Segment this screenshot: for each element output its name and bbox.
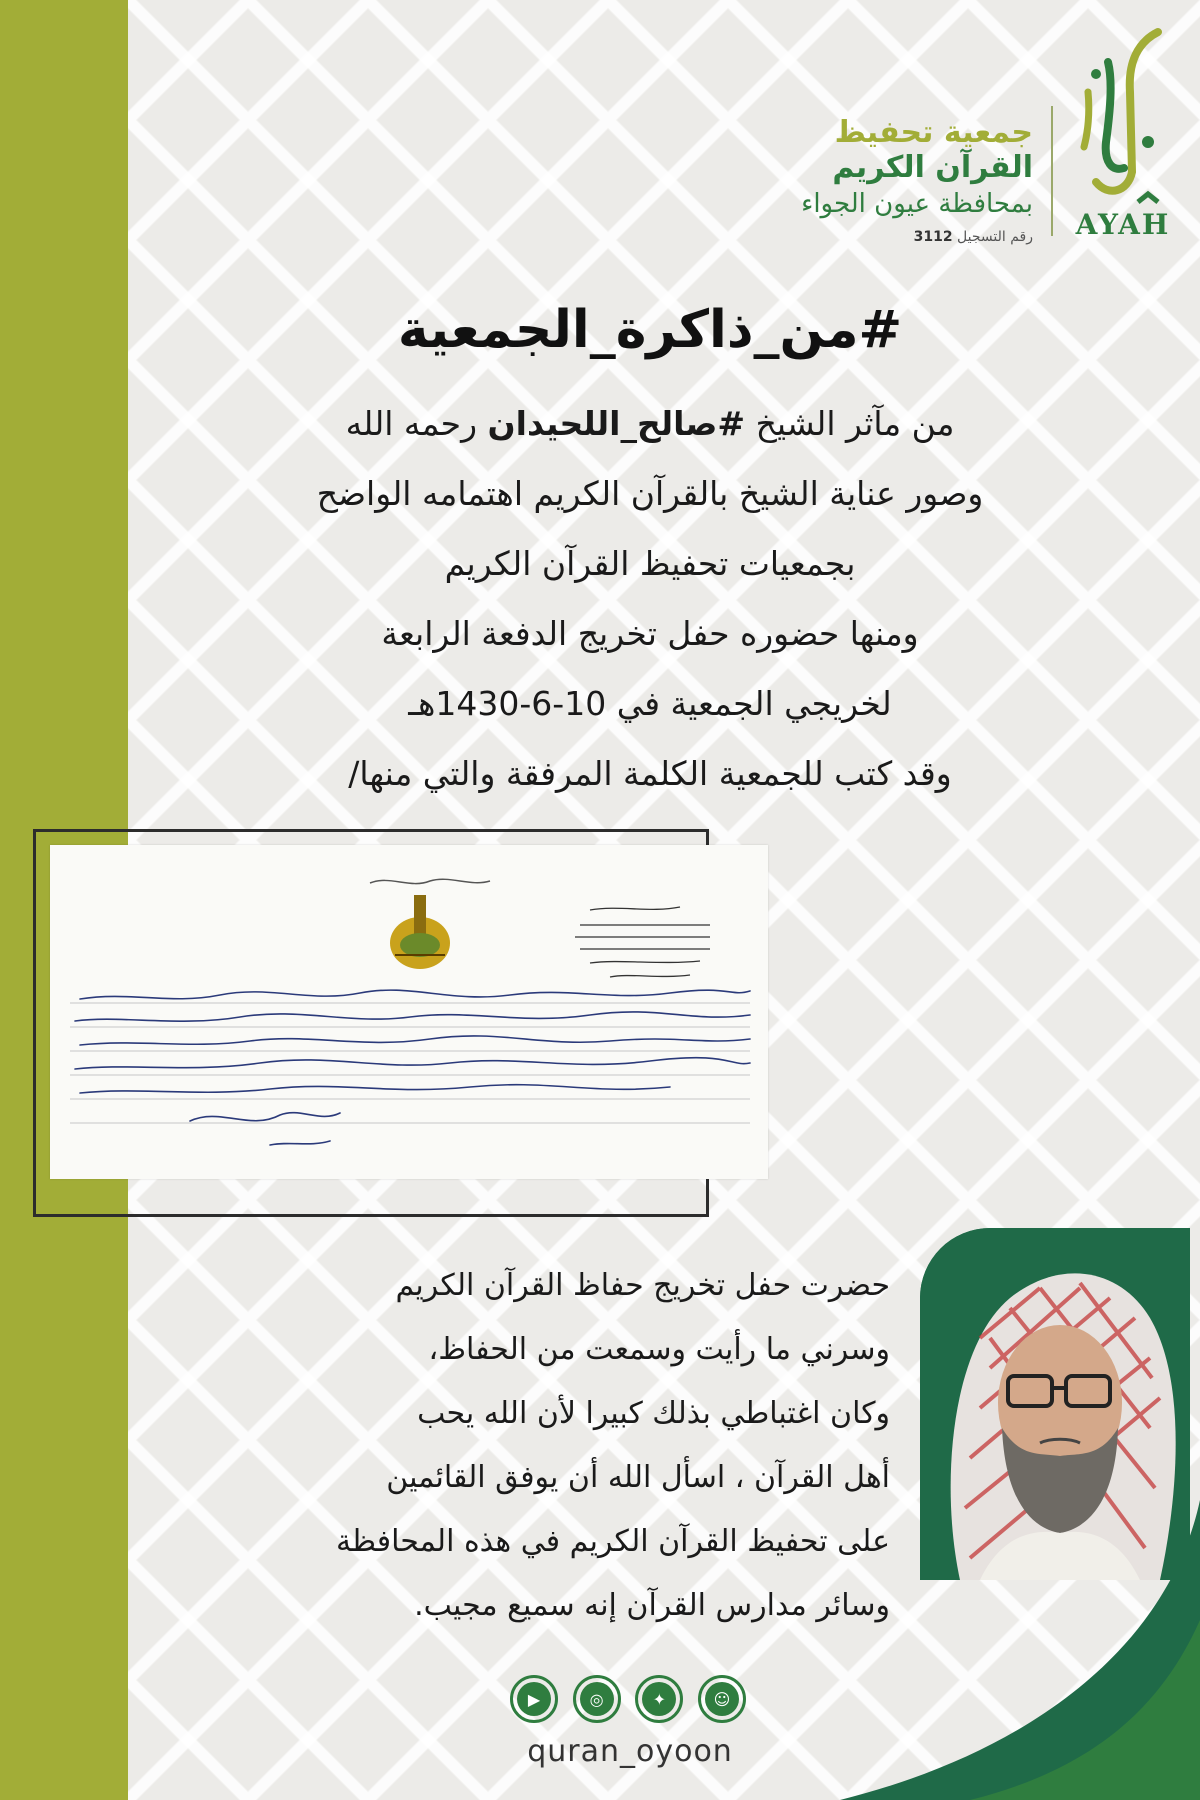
logo-divider	[1051, 106, 1053, 236]
intro-line-1	[150, 398, 1150, 468]
ayah-logo-mark	[1068, 22, 1178, 252]
page-title: #من_ذاكرة_الجمعية	[397, 300, 903, 360]
registration-label: رقم التسجيل	[957, 229, 1033, 245]
quote-line: وكان اغتباطي بذلك كبيرا لأن الله يحب	[417, 1396, 890, 1431]
instagram-icon[interactable]: ◎	[573, 1675, 621, 1723]
quote-line: وسرني ما رأيت وسمعت من الحفاظ،	[428, 1332, 890, 1367]
registration-number: 3112	[913, 229, 953, 245]
intro-line-2: وصور عناية الشيخ بالقرآن الكريم اهتمامه الواضح	[316, 474, 984, 513]
youtube-icon[interactable]: ▶	[510, 1675, 558, 1723]
intro-line-5: لخريجي الجمعية في 10-6-1430هـ	[408, 684, 892, 723]
sheikh-portrait	[920, 1228, 1190, 1580]
logo-text-block	[703, 116, 1033, 252]
ayah-calligraphy-icon	[1068, 22, 1178, 212]
quote-line: وسائر مدارس القرآن إنه سميع مجيب.	[414, 1588, 890, 1623]
intro-line-6: وقد كتب للجمعية الكلمة المرفقة والتي منها/	[348, 754, 952, 793]
social-links	[510, 1675, 746, 1727]
sheikh-name-hashtag: #صالح_اللحيدان	[487, 404, 746, 443]
letter-scan-drawing	[50, 845, 768, 1179]
quote-line: حضرت حفل تخريج حفاظ القرآن الكريم	[395, 1268, 890, 1303]
logo-line-quran: القرآن الكريم	[832, 150, 1033, 185]
intro-line-1-prefix: من مآثر الشيخ	[745, 404, 955, 443]
intro-line-3: بجمعيات تحفيظ القرآن الكريم	[444, 544, 856, 583]
sheikh-quote	[200, 1260, 890, 1644]
quote-line: أهل القرآن ، اسأل الله أن يوفق القائمين	[386, 1460, 890, 1495]
logo-registration	[703, 222, 1033, 252]
twitter-icon[interactable]: ✦	[635, 1675, 683, 1723]
association-logo	[718, 22, 1178, 262]
social-handle: quran_oyoon	[527, 1734, 733, 1769]
portrait-illustration	[920, 1228, 1190, 1580]
intro-text	[150, 398, 1150, 818]
logo-line-association: جمعية تحفيظ	[834, 115, 1033, 150]
logo-line-governorate: بمحافظة عيون الجواء	[801, 189, 1033, 219]
handwritten-letter-image	[50, 845, 768, 1179]
snapchat-icon[interactable]: ☺	[698, 1675, 746, 1723]
intro-line-4: ومنها حضوره حفل تخريج الدفعة الرابعة	[381, 614, 919, 653]
logo-brand-text: AYAH	[1075, 208, 1171, 241]
quote-line: على تحفيظ القرآن الكريم في هذه المحافظة	[336, 1524, 890, 1559]
intro-line-1-suffix: رحمه الله	[345, 404, 488, 443]
